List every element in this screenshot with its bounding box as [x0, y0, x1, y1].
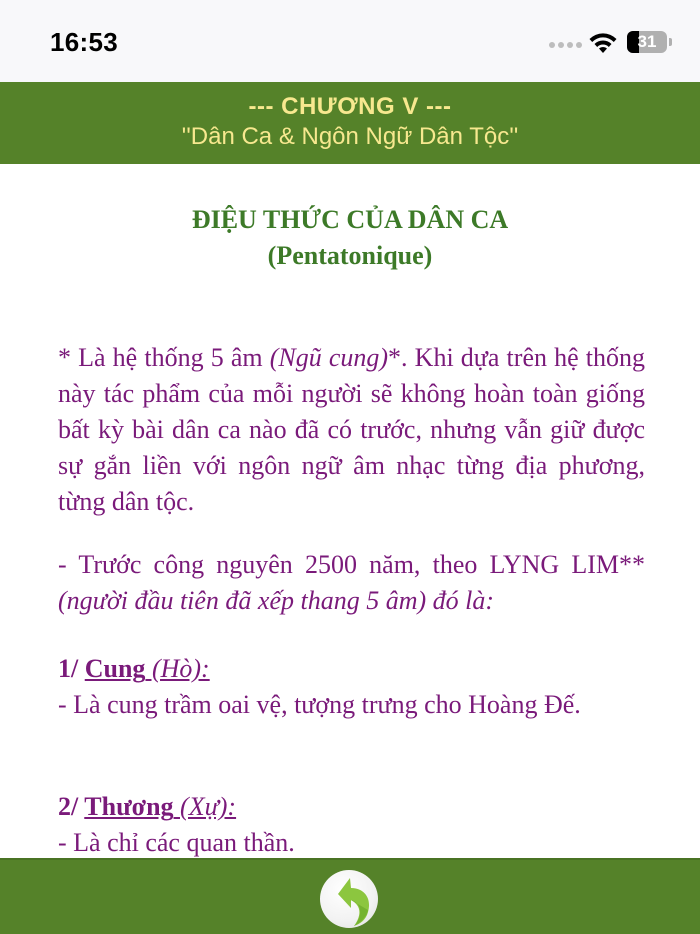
text: *. Khi dựa trên hệ thống này tác phẩm của mỗi người sẽ không hoàn toàn giống bất kỳ bài dân ca nào đã có trước, nhưng vẫn giữ được sự gắn liền với ngôn ngữ âm nhạc từng địa phương, từng dân tộc.: [58, 343, 645, 516]
section-description: - Là cung trầm oai vệ, tượng trưng cho Hoàng Đế.: [58, 690, 581, 719]
chapter-title: --- CHƯƠNG V ---: [248, 93, 452, 120]
section-number: 1/: [58, 654, 85, 683]
battery-tip: [669, 38, 672, 46]
battery-level: 31: [637, 32, 657, 51]
battery-icon: [627, 31, 667, 53]
back-arrow-icon: [320, 870, 378, 928]
italic-text: (người đầu tiên đã xếp thang 5 âm) đó là:: [58, 586, 495, 615]
italic-text: (Ngũ cung): [269, 343, 389, 372]
section-cung: [58, 651, 645, 723]
status-time: 16:53: [50, 27, 118, 57]
document-title: [0, 202, 700, 274]
section-number: 2/: [58, 792, 85, 821]
back-button[interactable]: [320, 870, 378, 928]
paragraph-intro: [58, 340, 645, 520]
bottom-bar: [0, 858, 700, 934]
section-heading: [58, 651, 645, 687]
signal-dots-icon: [549, 42, 582, 48]
section-description: - Là chỉ các quan thần.: [58, 828, 295, 857]
section-name: Thương: [84, 792, 174, 821]
wifi-icon: [588, 31, 618, 55]
section-name: Cung: [84, 654, 146, 683]
section-heading: [58, 789, 645, 825]
section-alias: (Xự):: [173, 792, 237, 821]
status-bar: [0, 0, 700, 82]
paragraph-history: [58, 547, 645, 619]
text: - Trước công nguyên 2500 năm, theo LYNG LIM**: [58, 550, 645, 579]
section-thuong: [58, 789, 645, 858]
chapter-header: [0, 82, 700, 164]
chapter-subtitle: ''Dân Ca & Ngôn Ngữ Dân Tộc'': [181, 123, 519, 150]
document-title-sub: (Pentatonique): [267, 241, 433, 270]
section-alias: (Hò):: [145, 654, 210, 683]
text: * Là hệ thống 5 âm: [58, 343, 270, 372]
document-content[interactable]: [0, 164, 700, 858]
document-title-main: ĐIỆU THỨC CỦA DÂN CA: [191, 205, 509, 234]
